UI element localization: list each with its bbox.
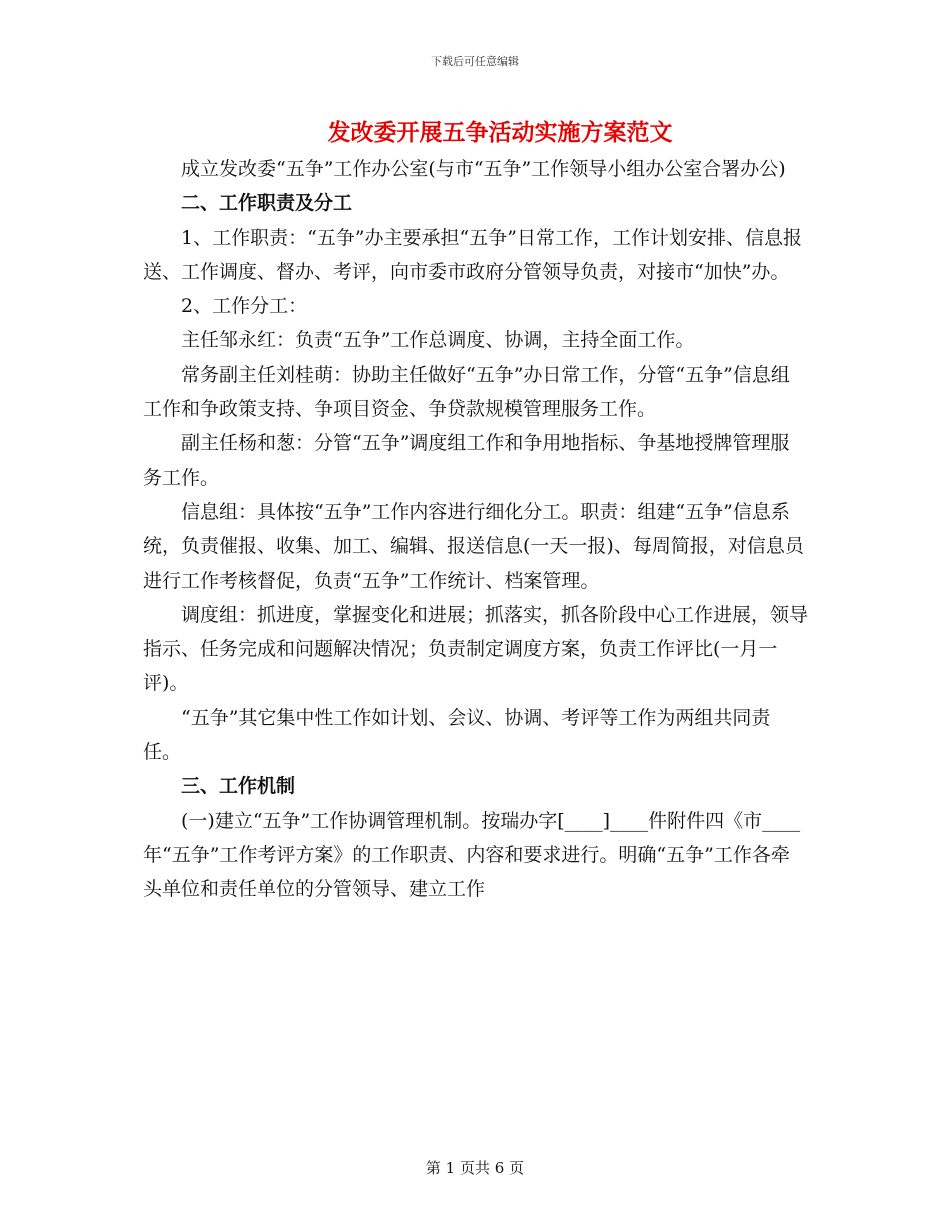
paragraph-info-group: 信息组：具体按“五争”工作内容进行细化分工。职责：组建“五争”信息系统，负责催报、收集、加工、编辑、报送信息(一天一报)、每周简报，对信息员进行工作考核督促，负责“五争”工作统计、档案管理。: [143, 500, 804, 592]
paragraph-dispatch-group: 调度组：抓进度，掌握变化和进展；抓落实，抓各阶段中心工作进展，领导指示、任务完成和问题解决情况；负责制定调度方案，负责工作评比(一月一评)。: [143, 603, 809, 695]
page-header: 下载后可任意编辑: [431, 55, 519, 68]
paragraph-deputy: 副主任杨和葱：分管“五争”调度组工作和争用地指标、争基地授牌管理服务工作。: [143, 432, 790, 489]
section-heading-duties: 二、工作职责及分工: [181, 192, 353, 215]
paragraph-executive-deputy: 常务副主任刘桂萌：协助主任做好“五争”办日常工作，分管“五争”信息组工作和争政策支持、争项目资金、争贷款规模管理服务工作。: [143, 363, 790, 421]
paragraph-coordination: (一)建立“五争”工作协调管理机制。按瑞办字[____]____件附件四《市____年“五争”工作考评方案》的工作职责、内容和要求进行。明确“五争”工作各牵头单位和责任单位的分管领导、建立工作: [143, 809, 801, 901]
page-footer: 第 1 页共 6 页: [425, 1159, 525, 1177]
section-heading-mechanism: 三、工作机制: [181, 775, 296, 798]
paragraph-shared-work: “五争”其它集中性工作如计划、会议、协调、考评等工作为两组共同责任。: [143, 706, 771, 764]
paragraph-division: 2、工作分工：: [181, 295, 308, 318]
document-title: 发改委开展五争活动实施方案范文: [327, 119, 673, 146]
paragraph-director: 主任邹永红：负责“五争”工作总调度、协调，主持全面工作。: [181, 329, 695, 352]
paragraph-office: 成立发改委“五争”工作办公室(与市“五争”工作领导小组办公室合署办公): [181, 158, 786, 180]
document-body: [143, 152, 808, 907]
paragraph-duties: 1、工作职责：“五争”办主要承担“五争”日常工作，工作计划安排、信息报送、工作调度、督办、考评，向市委市政府分管领导负责，对接市“加快”办。: [143, 226, 802, 283]
